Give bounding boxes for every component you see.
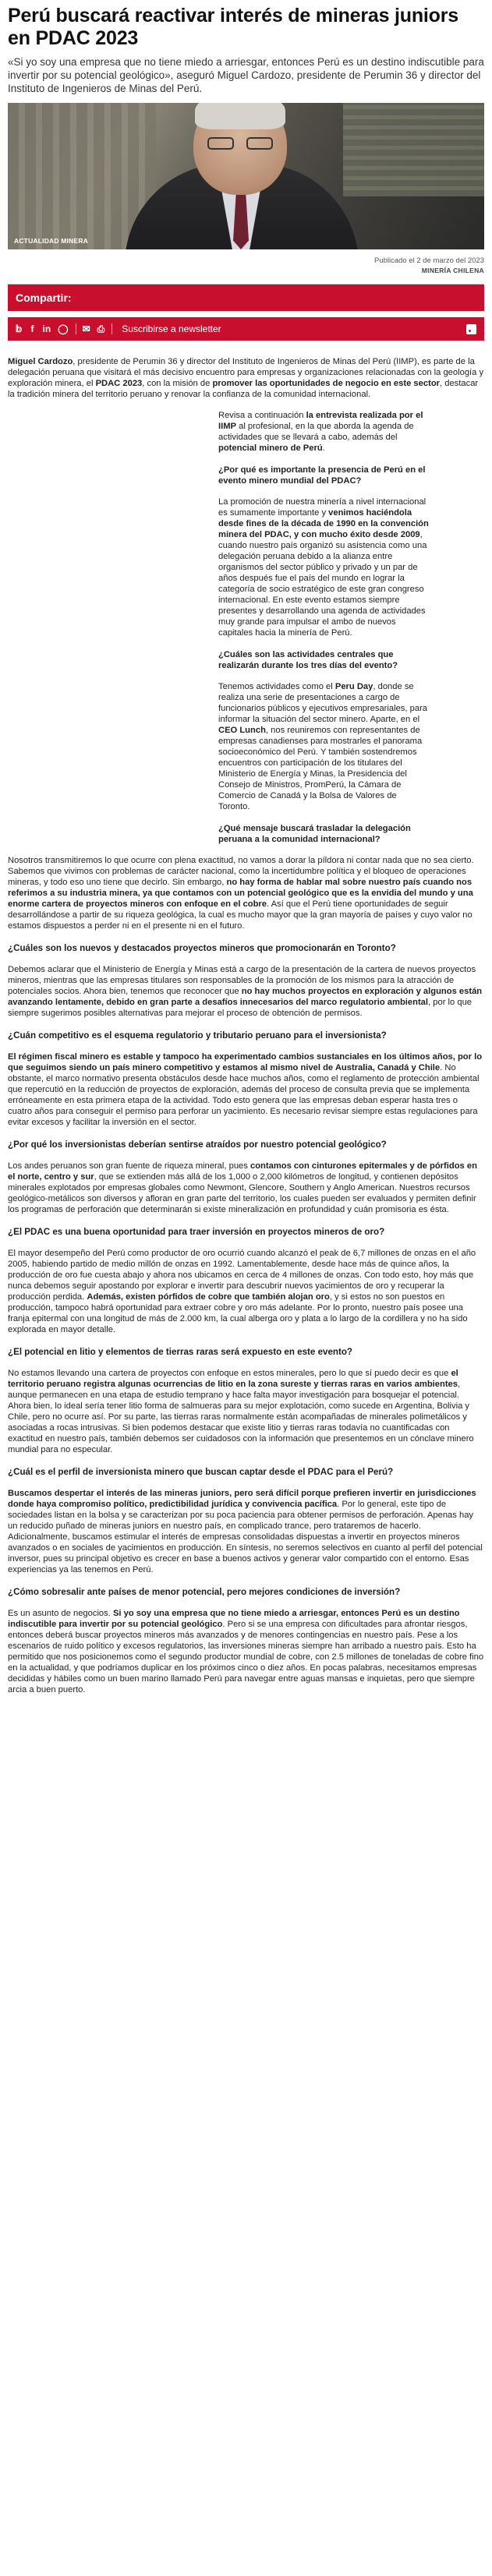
answer-paragraph: Es un asunto de negocios. Si yo soy una empresa que no tiene miedo a arriesgar, entonces Perú es un destino indiscutible para invertir por su potencial geológico. Pero si se una empresa con dificultades para afrontar riesgos, entonces deberá buscar proyectos mineros más avanzados y de menores contingencias en nuestro país. Pese a los escenarios de ruido político y excesos regulatorios, las inversiones mineras siempre han arribado a nuestro país. Esto ha permitido que nos posicionemos como el segundo productor mundial de cobre, con 2.5 millones de toneladas de cobre fino en la actualidad, y que podríamos duplicar en los próximos cinco o diez años. En pocas palabras, necesitamos empresas decididas y hábiles como un buen marino llamado Perú para navegar entre aguas mansas e inquietas, pero que siempre arcia a buen puerto. — [8, 1609, 484, 1694]
question-heading: ¿Cuáles son las actividades centrales que realizarán durante los tres días del evento? — [218, 650, 398, 670]
photo-person-hair — [195, 103, 285, 129]
question-heading: ¿Por qué los inversionistas deberían sentirse atraídos por nuestro potencial geológico? — [8, 1140, 387, 1150]
answer-paragraph: Tenemos actividades como el Peru Day, donde se realiza una serie de presentaciones a cargo de funcionarios públicos y ejecutivos empresariales, para informar la situación del sector minero. Aparte, en el CEO Lunch, nos reuniremos con representantes de empresas canadienses para mostrarles el panorama socioeconómico del Perú. Y también sostendremos encuentros con participación de los titulares del Ministerio de Energía y Minas, la Presidencia del Consejo de Ministros, PromPerú, la Cámara de Comercio de Canadá y la Bolsa de Valores de Toronto. — [218, 682, 428, 811]
facebook-icon[interactable]: f — [30, 323, 34, 334]
interview-intro: Revisa a continuación la entrevista realizada por el IIMP al profesional, en la que aborda la agenda de actividades que se llevará a cabo, además del potencial minero de Perú. — [218, 411, 423, 453]
question-heading: ¿El potencial en litio y elementos de tierras raras será expuesto en este evento? — [8, 1347, 353, 1357]
answer-paragraph: Nosotros transmitiremos lo que ocurre con plena exactitud, no vamos a dorar la píldora ni contar nada que no sea cierto. Sabemos que vivimos con problemas de carácter nacional, como la incertidumbre política y el bloqueo de operaciones mineras, y todo eso uno tiene que decirlo. Sin embargo, no hay forma de hablar mal sobre nuestro país cuando nos referimos a su industria minera, ya que contamos con un potencial geológico que es la envidia del mundo y una enorme cartera de proyectos mineros con enfoque en el cobre. Así que el Perú tiene oportunidades de seguir desarrollándose a partir de su riqueza geológica, la cual es mucho mayor que la gran mayoría de países y cuyo valor no estamos dispuestos a perder ni en el presente ni en el futuro. — [8, 856, 474, 931]
question-heading: ¿El PDAC es una buena oportunidad para traer inversión en proyectos mineros de oro? — [8, 1227, 385, 1237]
answer-paragraph: La promoción de nuestra minería a nivel internacional es sumamente importante y venimos haciéndola desde fines de la década de 1990 en la convención minera del PDAC, y con mucho éxito desde 2009, cuando nuestro país organizó su asistencia como una delegación peruana debido a la alianza entre organismos del sector público y privado y un par de años después fue el país del mundo en lograr la categoría de socio estratégico de este gran congreso internacional. En este evento estamos siempre presentes y desarrollando una agenda de actividades muy grande para impulsar el ambo de nuevos capitales hacia la minería de Perú. — [218, 497, 429, 638]
answer-paragraph: Buscamos despertar el interés de las mineras juniors, pero será difícil porque prefieren invertir en jurisdicciones donde haya compromiso político, predictibilidad jurídica y convivencia pacífica. Por lo general, este tipo de sociedades listan en la bolsa y se caracterizan por su poca paciencia para obtener permisos de perforación. Apenas hay un reducido puñado de mineras juniors en nuestro país, en complicado trance, pero trataremos de hacerlo. Adicionalmente, buscamos estimular el interés de empresas consolidadas dispuestas a invertir en proyectos mineros avanzados o en sociales de yacimientos en producción. En síntesis, no seremos selectivos en cuanto al perfil del potencial inversor, pues su principal objetivo es crecer en base a buenos activos y generar valor compartido con el entorno. Esas experiencias ya las tenemos en Perú. — [8, 1489, 483, 1574]
share-divider — [111, 323, 112, 334]
article-headline: Perú buscará reactivar interés de mineras juniors en PDAC 2023 — [8, 5, 458, 49]
interview-column — [218, 410, 429, 845]
share-bar — [8, 317, 484, 341]
article-meta — [8, 256, 484, 276]
photo-background-facade — [343, 103, 484, 196]
answer-paragraph: No estamos llevando una cartera de proyectos con enfoque en estos minerales, pero lo que sí puedo decir es que el territorio peruano registra algunas ocurrencias de litio en la zona sureste y tierras raras en varios ambientes, aunque permanecen en una etapa de estudio temprano y hace falta mayor investigación para bosquejar el potencial. Ahora bien, lo ideal sería tener litio forma de salmueras para su mejor explotación, como sucede en Argentina, Bolivia y Chile, pero no ocurre así. Por su parte, las tierras raras normalmente están acompañadas de minerales polimetálicos y asociadas a rocas intrusivas. Si bien podemos destacar que existe litio y tierras raras todavía no cuantificadas con exactitud en nuestro país, también debemos ser cuidadosos con la información que presentemos en un cónclave minero mundial para no especular. — [8, 1369, 474, 1454]
email-icon[interactable]: ✉ — [82, 323, 90, 334]
article-source: MINERÍA CHILENA — [421, 267, 484, 274]
photo-caption: ACTUALIDAD MINERA — [14, 237, 89, 245]
twitter-icon[interactable]: 𝕓 — [16, 323, 23, 334]
question-heading: ¿Por qué es importante la presencia de Perú en el evento minero mundial del PDAC? — [218, 465, 426, 486]
answer-paragraph: El régimen fiscal minero es estable y tampoco ha experimentado cambios sustanciales en los últimos años, por lo que seguimos siendo un país minero competitivo y estamos al mismo nivel de Australia, Canadá y Chile. No obstante, el marco normativo presenta obstáculos desde hace muchos años, como el reglamento de protección ambiental que repercutió en la reducción de proyectos de exploración, además del proceso de consulta previa que se implementa erróneamente en esta primera etapa de la actividad. Todo esto genera que las empresas deban esperar hasta tres o cuatro años para conseguir el permiso para perforar un yacimiento. Es necesario revisar siempre estas regulaciones para evitar excesos y facilitar la inversión en el sector. — [8, 1052, 483, 1127]
print-icon[interactable]: ⎙ — [97, 323, 105, 334]
share-section — [8, 284, 484, 341]
question-heading: ¿Cómo sobresalir ante países de menor potencial, pero mejores condiciones de inversión? — [8, 1587, 401, 1597]
answer-paragraph: Los andes peruanos son gran fuente de riqueza mineral, pues contamos con cinturones epitermales y de pórfidos en el norte, centro y sur, que se extienden más allá de los 1,000 o 2,000 kilómetros de longitud, y contienen depósitos minerales explotados por empresas globales como Newmont, Glencore, Southern y Anglo American. Nuestros recursos geológico-metálicos son diversos y afloran en gran parte del territorio, los cuales pueden ser evaluados y permiten definir los programas de perforación que determinarán si existe mineralización en profundidad y cuán promisoria es ésta. — [8, 1161, 477, 1214]
article-body — [8, 356, 484, 1695]
answer-paragraph: Debemos aclarar que el Ministerio de Energía y Minas está a cargo de la presentación de la cartera de nuevos proyectos mineros, mientras que las empresas titulares son responsables de la promoción de los mismos para la atracción de potenciales socios. Ahora bien, tenemos que reconocer que no hay muchos proyectos en exploración y algunos están avanzando lentamente, debido en gran parte a desafíos innecesarios del marco regulatorio ambiental, por lo que siempre sugerimos posibles alternativas para mejorar el proceso de obtención de permisos. — [8, 965, 483, 1018]
question-heading: ¿Cuán competitivo es el esquema regulatorio y tributario peruano para el inversionista? — [8, 1030, 387, 1041]
whatsapp-icon[interactable]: ◯ — [58, 323, 69, 334]
question-heading: ¿Cuáles son los nuevos y destacados proyectos mineros que promocionarán en Toronto? — [8, 943, 396, 953]
question-heading: ¿Qué mensaje buscará trasladar la delegación peruana a la comunidad internacional? — [218, 824, 411, 844]
article-photo — [8, 103, 484, 249]
subscribe-newsletter-link[interactable]: Suscribirse a newsletter — [122, 323, 221, 334]
article-intro: Miguel Cardozo, presidente de Perumin 36 y director del Instituto de Ingenieros de Minas del Perú (IIMP), es parte de la delegación peruana que visitará el más decisivo encuentro para empresas y organizaciones relacionadas con la geología y exploración minera, el PDAC 2023, con la misión de promover las oportunidades de negocio en este sector, destacar la tradición minera del territorio peruano y renovar la confianza de la comunidad internacional. — [8, 357, 484, 399]
answer-paragraph: El mayor desempeño del Perú como productor de oro ocurrió cuando alcanzó el peak de 6,7 millones de onzas en el año 2005, habiendo partido de medio millón de onzas en 1992. Lamentablemente, desde hace más de quince años, la producción de oro fue cuesta abajo y ahora nos ubicamos en cerca de 4 millones de onzas. Con todo esto, hoy más que nunca debemos seguir apostando por explorar e invertir para descubrir nuevos yacimientos de oro y recuperar la producción perdida. Además, existen pórfidos de cobre que también alojan oro, y si estos no son puestos en producción, tampoco habrá oportunidad para extraer cobre y oro más adelante. Por lo pronto, nuestro país posee una franja epitermal con una longitud de más de 2.000 km, la cual alberga oro y plata a lo largo de la cordillera y no ha sido explorada en mayor detalle. — [8, 1249, 476, 1334]
rss-icon[interactable] — [466, 324, 476, 334]
publish-date: Publicado el 2 de marzo del 2023 — [373, 256, 484, 265]
linkedin-icon[interactable]: in — [42, 323, 51, 334]
photo-person-glasses — [207, 137, 273, 150]
article-lead: «Si yo soy una empresa que no tiene miedo a arriesgar, entonces Perú es un destino indiscutible para invertir por su potencial geológico», aseguró Miguel Cardozo, presidente de Perumin 36 y director del Instituto de Ingenieros de Minas del Perú. — [8, 56, 484, 94]
question-heading: ¿Cuál es el perfil de inversionista minero que buscan captar desde el PDAC para el Perú? — [8, 1467, 394, 1477]
share-title: Compartir: — [8, 284, 484, 311]
